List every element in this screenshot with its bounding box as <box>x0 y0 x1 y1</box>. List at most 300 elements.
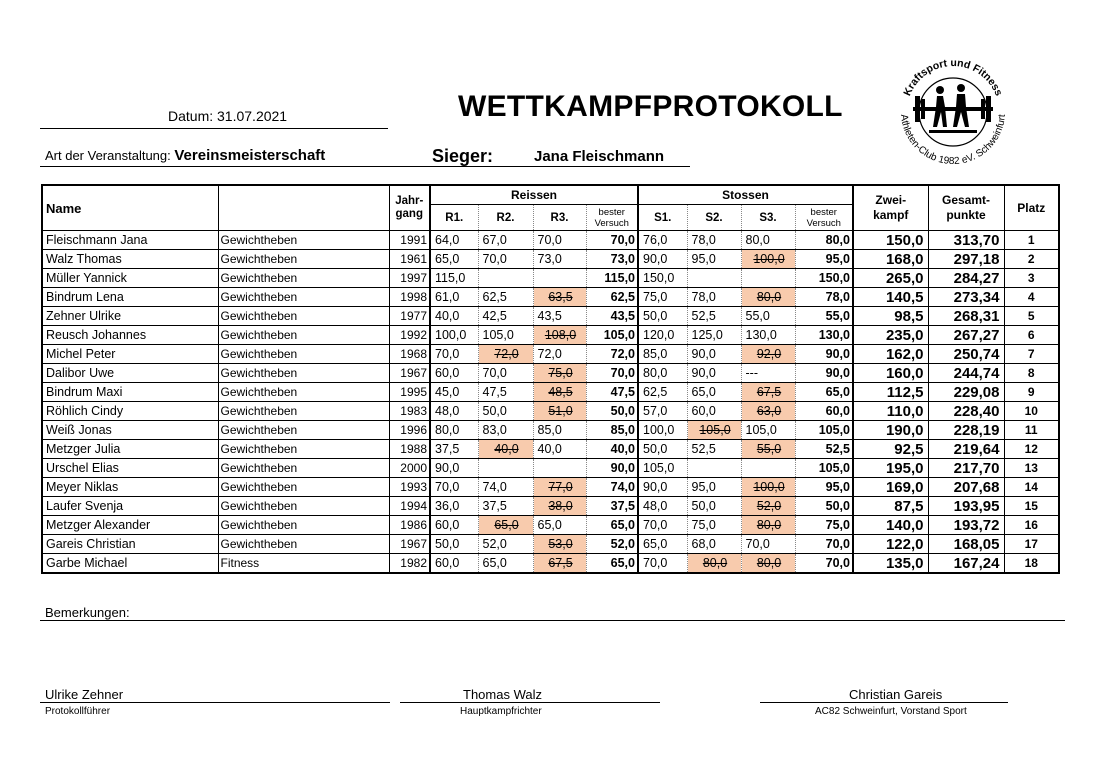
col-s3: S3. <box>741 205 795 231</box>
clean-attempt-2: 78,0 <box>687 288 741 307</box>
total-weight: 122,0 <box>853 535 928 554</box>
col-r3: R3. <box>533 205 586 231</box>
athlete-name: Röhlich Cindy <box>42 402 218 421</box>
total-points: 284,27 <box>928 269 1004 288</box>
col-group-snatch: Reissen <box>430 185 638 205</box>
total-weight: 195,0 <box>853 459 928 478</box>
snatch-attempt-2: 70,0 <box>478 250 533 269</box>
clean-attempt-2: 105,0 <box>687 421 741 440</box>
clean-attempt-2: 95,0 <box>687 478 741 497</box>
svg-text:Athleten-Club 1982 eV. Schwein <box>898 114 1008 167</box>
snatch-attempt-2: 62,5 <box>478 288 533 307</box>
clean-attempt-1: 50,0 <box>638 440 687 459</box>
total-points: 244,74 <box>928 364 1004 383</box>
col-category <box>218 185 389 231</box>
table-row <box>42 383 1059 402</box>
table-row <box>42 497 1059 516</box>
total-weight: 110,0 <box>853 402 928 421</box>
clean-best: 55,0 <box>795 307 853 326</box>
col-points <box>928 185 1004 231</box>
page-title: WETTKAMPFPROTOKOLL <box>458 90 843 123</box>
birth-year: 1991 <box>389 231 430 250</box>
clean-attempt-1: 76,0 <box>638 231 687 250</box>
snatch-attempt-3 <box>533 459 586 478</box>
table-row <box>42 440 1059 459</box>
event-type <box>45 147 325 164</box>
total-points: 217,70 <box>928 459 1004 478</box>
clean-attempt-1: 57,0 <box>638 402 687 421</box>
table-row <box>42 421 1059 440</box>
table-row <box>42 535 1059 554</box>
col-clean-best-line2: Versuch <box>806 217 841 229</box>
snatch-attempt-3: 75,0 <box>533 364 586 383</box>
total-points: 167,24 <box>928 554 1004 574</box>
barbell-icon <box>913 84 993 133</box>
snatch-best: 85,0 <box>586 421 638 440</box>
snatch-attempt-3: 67,5 <box>533 554 586 574</box>
signature-line-recorder <box>40 702 390 703</box>
total-points: 268,31 <box>928 307 1004 326</box>
athlete-category: Gewichtheben <box>218 535 389 554</box>
date-underline <box>40 128 388 129</box>
table-row <box>42 364 1059 383</box>
snatch-attempt-3: 53,0 <box>533 535 586 554</box>
col-clean-best <box>795 205 853 231</box>
total-points: 168,05 <box>928 535 1004 554</box>
table-row <box>42 231 1059 250</box>
birth-year: 1986 <box>389 516 430 535</box>
signature-name-referee: Thomas Walz <box>463 687 542 702</box>
birth-year: 1967 <box>389 535 430 554</box>
total-weight: 265,0 <box>853 269 928 288</box>
snatch-attempt-3: 70,0 <box>533 231 586 250</box>
rank: 17 <box>1004 535 1059 554</box>
total-weight: 235,0 <box>853 326 928 345</box>
clean-best: 50,0 <box>795 497 853 516</box>
table-row <box>42 516 1059 535</box>
clean-attempt-3: 130,0 <box>741 326 795 345</box>
clean-attempt-3: 105,0 <box>741 421 795 440</box>
signature-line-referee <box>400 702 660 703</box>
birth-year: 2000 <box>389 459 430 478</box>
athlete-category: Gewichtheben <box>218 440 389 459</box>
clean-attempt-1: 70,0 <box>638 516 687 535</box>
snatch-attempt-1: 90,0 <box>430 459 478 478</box>
athlete-name: Meyer Niklas <box>42 478 218 497</box>
logo-text-bottom: Athleten-Club 1982 eV. Schweinfurt <box>897 113 1008 168</box>
clean-attempt-2: 52,5 <box>687 440 741 459</box>
athlete-category: Gewichtheben <box>218 307 389 326</box>
athlete-category: Gewichtheben <box>218 459 389 478</box>
clean-best: 78,0 <box>795 288 853 307</box>
snatch-best: 115,0 <box>586 269 638 288</box>
snatch-best: 70,0 <box>586 364 638 383</box>
clean-attempt-3: 67,5 <box>741 383 795 402</box>
rank: 5 <box>1004 307 1059 326</box>
snatch-best: 105,0 <box>586 326 638 345</box>
snatch-attempt-2: 67,0 <box>478 231 533 250</box>
clean-best: 90,0 <box>795 345 853 364</box>
snatch-best: 62,5 <box>586 288 638 307</box>
clean-attempt-1: 85,0 <box>638 345 687 364</box>
snatch-attempt-3: 51,0 <box>533 402 586 421</box>
total-points: 267,27 <box>928 326 1004 345</box>
athlete-name: Walz Thomas <box>42 250 218 269</box>
table-body <box>42 231 1059 574</box>
total-weight: 98,5 <box>853 307 928 326</box>
athlete-category: Gewichtheben <box>218 383 389 402</box>
athlete-name: Michel Peter <box>42 345 218 364</box>
clean-best: 75,0 <box>795 516 853 535</box>
snatch-attempt-3: 65,0 <box>533 516 586 535</box>
birth-year: 1968 <box>389 345 430 364</box>
snatch-attempt-1: 36,0 <box>430 497 478 516</box>
snatch-attempt-1: 37,5 <box>430 440 478 459</box>
col-points-line2: punkte <box>946 208 986 222</box>
date-field <box>168 108 287 124</box>
col-group-clean: Stossen <box>638 185 853 205</box>
rank: 11 <box>1004 421 1059 440</box>
clean-attempt-1: 150,0 <box>638 269 687 288</box>
birth-year: 1996 <box>389 421 430 440</box>
clean-attempt-1: 75,0 <box>638 288 687 307</box>
snatch-attempt-1: 115,0 <box>430 269 478 288</box>
snatch-attempt-2: 70,0 <box>478 364 533 383</box>
snatch-attempt-1: 70,0 <box>430 345 478 364</box>
clean-best: 95,0 <box>795 478 853 497</box>
snatch-attempt-1: 80,0 <box>430 421 478 440</box>
clean-attempt-2: 50,0 <box>687 497 741 516</box>
table-row <box>42 288 1059 307</box>
col-total-line1: Zwei- <box>875 193 907 207</box>
signature-role-recorder: Protokollführer <box>45 706 111 717</box>
clean-attempt-1: 50,0 <box>638 307 687 326</box>
total-weight: 87,5 <box>853 497 928 516</box>
snatch-attempt-1: 70,0 <box>430 478 478 497</box>
athlete-category: Gewichtheben <box>218 364 389 383</box>
snatch-best: 43,5 <box>586 307 638 326</box>
snatch-attempt-1: 100,0 <box>430 326 478 345</box>
total-points: 229,08 <box>928 383 1004 402</box>
snatch-best: 50,0 <box>586 402 638 421</box>
clean-attempt-3 <box>741 269 795 288</box>
athlete-name: Metzger Alexander <box>42 516 218 535</box>
snatch-attempt-2: 105,0 <box>478 326 533 345</box>
table-header <box>42 185 1059 231</box>
table-row <box>42 307 1059 326</box>
remarks-underline <box>40 620 1065 621</box>
total-points: 228,19 <box>928 421 1004 440</box>
rank: 18 <box>1004 554 1059 574</box>
athlete-category: Gewichtheben <box>218 516 389 535</box>
clean-attempt-3: 52,0 <box>741 497 795 516</box>
snatch-attempt-1: 60,0 <box>430 516 478 535</box>
birth-year: 1967 <box>389 364 430 383</box>
birth-year: 1995 <box>389 383 430 402</box>
table-row <box>42 459 1059 478</box>
athlete-name: Metzger Julia <box>42 440 218 459</box>
clean-attempt-2: 65,0 <box>687 383 741 402</box>
rank: 8 <box>1004 364 1059 383</box>
table-row <box>42 345 1059 364</box>
snatch-attempt-1: 48,0 <box>430 402 478 421</box>
clean-attempt-2: 125,0 <box>687 326 741 345</box>
clean-attempt-3 <box>741 459 795 478</box>
athlete-category: Gewichtheben <box>218 269 389 288</box>
signature-name-recorder: Ulrike Zehner <box>45 687 124 702</box>
snatch-attempt-3: 108,0 <box>533 326 586 345</box>
clean-attempt-3: 55,0 <box>741 307 795 326</box>
table-row <box>42 326 1059 345</box>
snatch-attempt-1: 65,0 <box>430 250 478 269</box>
clean-attempt-3: 80,0 <box>741 231 795 250</box>
rank: 1 <box>1004 231 1059 250</box>
total-weight: 140,0 <box>853 516 928 535</box>
clean-attempt-2 <box>687 459 741 478</box>
remarks-label: Bemerkungen: <box>45 605 130 620</box>
snatch-attempt-1: 50,0 <box>430 535 478 554</box>
clean-attempt-3: 63,0 <box>741 402 795 421</box>
clean-attempt-1: 65,0 <box>638 535 687 554</box>
club-logo <box>893 52 1013 172</box>
birth-year: 1977 <box>389 307 430 326</box>
total-points: 313,70 <box>928 231 1004 250</box>
birth-year: 1993 <box>389 478 430 497</box>
snatch-attempt-2: 72,0 <box>478 345 533 364</box>
clean-attempt-3: 92,0 <box>741 345 795 364</box>
clean-attempt-2: 80,0 <box>687 554 741 574</box>
athlete-name: Garbe Michael <box>42 554 218 574</box>
total-points: 207,68 <box>928 478 1004 497</box>
col-s2: S2. <box>687 205 741 231</box>
birth-year: 1998 <box>389 288 430 307</box>
rank: 2 <box>1004 250 1059 269</box>
col-total-line2: kampf <box>873 208 909 222</box>
snatch-attempt-1: 60,0 <box>430 364 478 383</box>
snatch-attempt-3 <box>533 269 586 288</box>
snatch-best: 47,5 <box>586 383 638 402</box>
snatch-attempt-1: 61,0 <box>430 288 478 307</box>
athlete-name: Zehner Ulrike <box>42 307 218 326</box>
col-snatch-best <box>586 205 638 231</box>
logo-text-top: Kraftsport und Fitness <box>901 56 1005 98</box>
clean-best: 105,0 <box>795 459 853 478</box>
col-name: Name <box>42 185 218 231</box>
rank: 16 <box>1004 516 1059 535</box>
clean-attempt-3: 100,0 <box>741 478 795 497</box>
results-table <box>41 184 1060 574</box>
snatch-attempt-2: 40,0 <box>478 440 533 459</box>
total-points: 228,40 <box>928 402 1004 421</box>
date-label: Datum: <box>168 108 214 124</box>
rank: 4 <box>1004 288 1059 307</box>
col-snatch-best-line2: Versuch <box>594 217 629 229</box>
snatch-attempt-3: 77,0 <box>533 478 586 497</box>
signature-name-board: Christian Gareis <box>849 687 943 702</box>
date-value: 31.07.2021 <box>217 108 288 124</box>
birth-year: 1992 <box>389 326 430 345</box>
snatch-attempt-3: 38,0 <box>533 497 586 516</box>
snatch-attempt-3: 48,5 <box>533 383 586 402</box>
athlete-category: Gewichtheben <box>218 478 389 497</box>
athlete-name: Bindrum Lena <box>42 288 218 307</box>
clean-best: 130,0 <box>795 326 853 345</box>
clean-attempt-2: 78,0 <box>687 231 741 250</box>
snatch-attempt-1: 45,0 <box>430 383 478 402</box>
athlete-name: Dalibor Uwe <box>42 364 218 383</box>
athlete-category: Gewichtheben <box>218 421 389 440</box>
signature-role-board: AC82 Schweinfurt, Vorstand Sport <box>815 706 967 717</box>
col-rank: Platz <box>1017 201 1046 215</box>
table-row <box>42 478 1059 497</box>
snatch-attempt-1: 64,0 <box>430 231 478 250</box>
clean-best: 90,0 <box>795 364 853 383</box>
event-underline <box>40 166 690 167</box>
snatch-attempt-3: 72,0 <box>533 345 586 364</box>
birth-year: 1997 <box>389 269 430 288</box>
clean-attempt-1: 105,0 <box>638 459 687 478</box>
table-row <box>42 269 1059 288</box>
winner-label: Sieger: <box>432 146 494 166</box>
snatch-attempt-3: 40,0 <box>533 440 586 459</box>
snatch-attempt-1: 60,0 <box>430 554 478 574</box>
clean-attempt-1: 70,0 <box>638 554 687 574</box>
total-weight: 140,5 <box>853 288 928 307</box>
birth-year: 1983 <box>389 402 430 421</box>
total-weight: 112,5 <box>853 383 928 402</box>
clean-attempt-3: 80,0 <box>741 288 795 307</box>
rank: 3 <box>1004 269 1059 288</box>
snatch-best: 73,0 <box>586 250 638 269</box>
total-points: 273,34 <box>928 288 1004 307</box>
athlete-name: Gareis Christian <box>42 535 218 554</box>
snatch-best: 65,0 <box>586 516 638 535</box>
snatch-attempt-2: 52,0 <box>478 535 533 554</box>
snatch-attempt-1: 40,0 <box>430 307 478 326</box>
snatch-attempt-2 <box>478 269 533 288</box>
clean-attempt-1: 62,5 <box>638 383 687 402</box>
clean-attempt-3: 80,0 <box>741 554 795 574</box>
clean-attempt-2: 95,0 <box>687 250 741 269</box>
clean-best: 70,0 <box>795 535 853 554</box>
total-points: 297,18 <box>928 250 1004 269</box>
total-weight: 150,0 <box>853 231 928 250</box>
snatch-attempt-2: 74,0 <box>478 478 533 497</box>
rank: 14 <box>1004 478 1059 497</box>
clean-attempt-1: 90,0 <box>638 250 687 269</box>
birth-year: 1982 <box>389 554 430 574</box>
clean-best: 95,0 <box>795 250 853 269</box>
clean-best: 65,0 <box>795 383 853 402</box>
clean-attempt-1: 100,0 <box>638 421 687 440</box>
snatch-attempt-2: 65,0 <box>478 516 533 535</box>
col-r2: R2. <box>478 205 533 231</box>
snatch-attempt-3: 43,5 <box>533 307 586 326</box>
total-points: 250,74 <box>928 345 1004 364</box>
total-weight: 190,0 <box>853 421 928 440</box>
athlete-name: Laufer Svenja <box>42 497 218 516</box>
table-row <box>42 250 1059 269</box>
snatch-best: 40,0 <box>586 440 638 459</box>
snatch-best: 70,0 <box>586 231 638 250</box>
snatch-attempt-2: 47,5 <box>478 383 533 402</box>
athlete-name: Weiß Jonas <box>42 421 218 440</box>
total-weight: 92,5 <box>853 440 928 459</box>
snatch-attempt-2 <box>478 459 533 478</box>
clean-attempt-3: 70,0 <box>741 535 795 554</box>
rank: 7 <box>1004 345 1059 364</box>
clean-best: 80,0 <box>795 231 853 250</box>
table-row <box>42 554 1059 574</box>
clean-attempt-2: 75,0 <box>687 516 741 535</box>
athlete-name: Urschel Elias <box>42 459 218 478</box>
total-weight: 168,0 <box>853 250 928 269</box>
rank: 13 <box>1004 459 1059 478</box>
athlete-category: Fitness <box>218 554 389 574</box>
clean-attempt-3: 100,0 <box>741 250 795 269</box>
rank: 12 <box>1004 440 1059 459</box>
clean-attempt-3: --- <box>741 364 795 383</box>
winner-name: Jana Fleischmann <box>534 148 665 165</box>
snatch-attempt-2: 83,0 <box>478 421 533 440</box>
snatch-best: 90,0 <box>586 459 638 478</box>
snatch-attempt-2: 50,0 <box>478 402 533 421</box>
total-weight: 162,0 <box>853 345 928 364</box>
clean-attempt-1: 48,0 <box>638 497 687 516</box>
athlete-name: Reusch Johannes <box>42 326 218 345</box>
total-points: 219,64 <box>928 440 1004 459</box>
total-weight: 160,0 <box>853 364 928 383</box>
total-points: 193,95 <box>928 497 1004 516</box>
col-year <box>389 185 430 231</box>
rank: 9 <box>1004 383 1059 402</box>
clean-attempt-3: 55,0 <box>741 440 795 459</box>
clean-attempt-1: 80,0 <box>638 364 687 383</box>
rank: 6 <box>1004 326 1059 345</box>
birth-year: 1994 <box>389 497 430 516</box>
athlete-name: Fleischmann Jana <box>42 231 218 250</box>
clean-attempt-2: 90,0 <box>687 364 741 383</box>
col-s1: S1. <box>638 205 687 231</box>
col-points-line1: Gesamt- <box>941 193 991 207</box>
col-year-line2: gang <box>395 208 423 220</box>
clean-attempt-1: 120,0 <box>638 326 687 345</box>
clean-attempt-2: 60,0 <box>687 402 741 421</box>
athlete-category: Gewichtheben <box>218 288 389 307</box>
rank: 15 <box>1004 497 1059 516</box>
athlete-category: Gewichtheben <box>218 250 389 269</box>
snatch-best: 52,0 <box>586 535 638 554</box>
col-year-line1: Jahr- <box>395 195 424 207</box>
total-weight: 169,0 <box>853 478 928 497</box>
clean-attempt-2 <box>687 269 741 288</box>
col-clean-best-line1: bester <box>810 206 837 218</box>
athlete-category: Gewichtheben <box>218 231 389 250</box>
clean-attempt-2: 68,0 <box>687 535 741 554</box>
snatch-attempt-2: 42,5 <box>478 307 533 326</box>
total-weight: 135,0 <box>853 554 928 574</box>
athlete-name: Bindrum Maxi <box>42 383 218 402</box>
athlete-name: Müller Yannick <box>42 269 218 288</box>
event-value: Vereinsmeisterschaft <box>174 147 326 164</box>
clean-best: 70,0 <box>795 554 853 574</box>
rank: 10 <box>1004 402 1059 421</box>
athlete-category: Gewichtheben <box>218 326 389 345</box>
clean-attempt-3: 80,0 <box>741 516 795 535</box>
snatch-best: 72,0 <box>586 345 638 364</box>
total-points: 193,72 <box>928 516 1004 535</box>
clean-best: 52,5 <box>795 440 853 459</box>
